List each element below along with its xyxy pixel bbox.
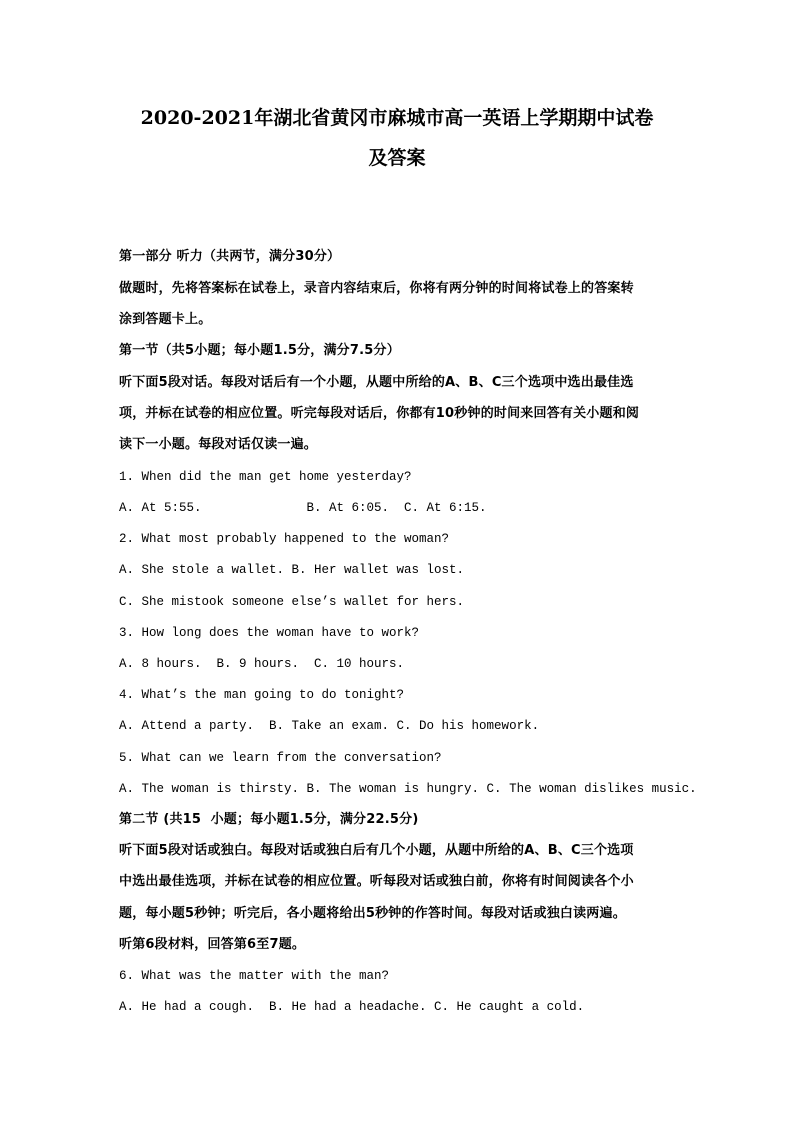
question-1-options: A. At 5:55. B. At 6:05. C. At 6:15. — [119, 501, 487, 515]
section2-material-note: 听第6段材料，回答第6至7题。 — [119, 937, 306, 952]
question-2-options-line1: A. She stole a wallet. B. Her wallet was lost. — [119, 563, 465, 577]
section2-heading: 第二节 (共15 小题；每小题1.5分，满分22.5分) — [119, 812, 419, 827]
question-6-stem: 6. What was the matter with the man? — [119, 969, 390, 983]
question-5-stem: 5. What can we learn from the conversation? — [119, 751, 442, 765]
section2-instruction-line2: 中选出最佳选项，并标在试卷的相应位置。听每段对话或独白前，你将有时间阅读各个小 — [119, 874, 634, 889]
section1-instruction-line2: 项，并标在试卷的相应位置。听完每段对话后，你都有10秒钟的时间来回答有关小题和阅 — [119, 406, 640, 421]
question-6-options: A. He had a cough. B. He had a headache. C. He caught a cold. — [119, 1000, 585, 1014]
document-title-line2: 及答案 — [368, 147, 426, 169]
question-4-options: A. Attend a party. B. Take an exam. C. Do his homework. — [119, 719, 540, 733]
question-4-stem: 4. What’s the man going to do tonight? — [119, 688, 405, 702]
part1-heading: 第一部分 听力（共两节，满分30分） — [119, 249, 341, 264]
section1-instruction-line3: 读下一小题。每段对话仅读一遍。 — [119, 437, 318, 452]
section2-instruction-line3: 题，每小题5秒钟；听完后，各小题将给出5秒钟的作答时间。每段对话或独白读两遍。 — [119, 906, 626, 921]
document-title-line1: 2020-2021年湖北省黄冈市麻城市高一英语上学期期中试卷 — [140, 107, 654, 129]
question-3-stem: 3. How long does the woman have to work? — [119, 626, 420, 640]
question-5-options: A. The woman is thirsty. B. The woman is hungry. C. The woman dislikes music. — [119, 782, 697, 796]
question-2-stem: 2. What most probably happened to the woman? — [119, 532, 450, 546]
question-3-options: A. 8 hours. B. 9 hours. C. 10 hours. — [119, 657, 405, 671]
section1-heading: 第一节（共5小题；每小题1.5分，满分7.5分） — [119, 343, 400, 358]
section2-instruction-line1: 听下面5段对话或独白。每段对话或独白后有几个小题，从题中所给的A、B、C三个选项 — [119, 843, 634, 858]
section1-instruction-line1: 听下面5段对话。每段对话后有一个小题，从题中所给的A、B、C三个选项中选出最佳选 — [119, 375, 634, 390]
question-2-options-line2: C. She mistook someone else’s wallet for hers. — [119, 595, 465, 609]
question-1-stem: 1. When did the man get home yesterday? — [119, 470, 412, 484]
part1-instruction-line2: 涂到答题卡上。 — [119, 312, 212, 327]
part1-instruction-line1: 做题时，先将答案标在试卷上，录音内容结束后，你将有两分钟的时间将试卷上的答案转 — [119, 281, 634, 296]
